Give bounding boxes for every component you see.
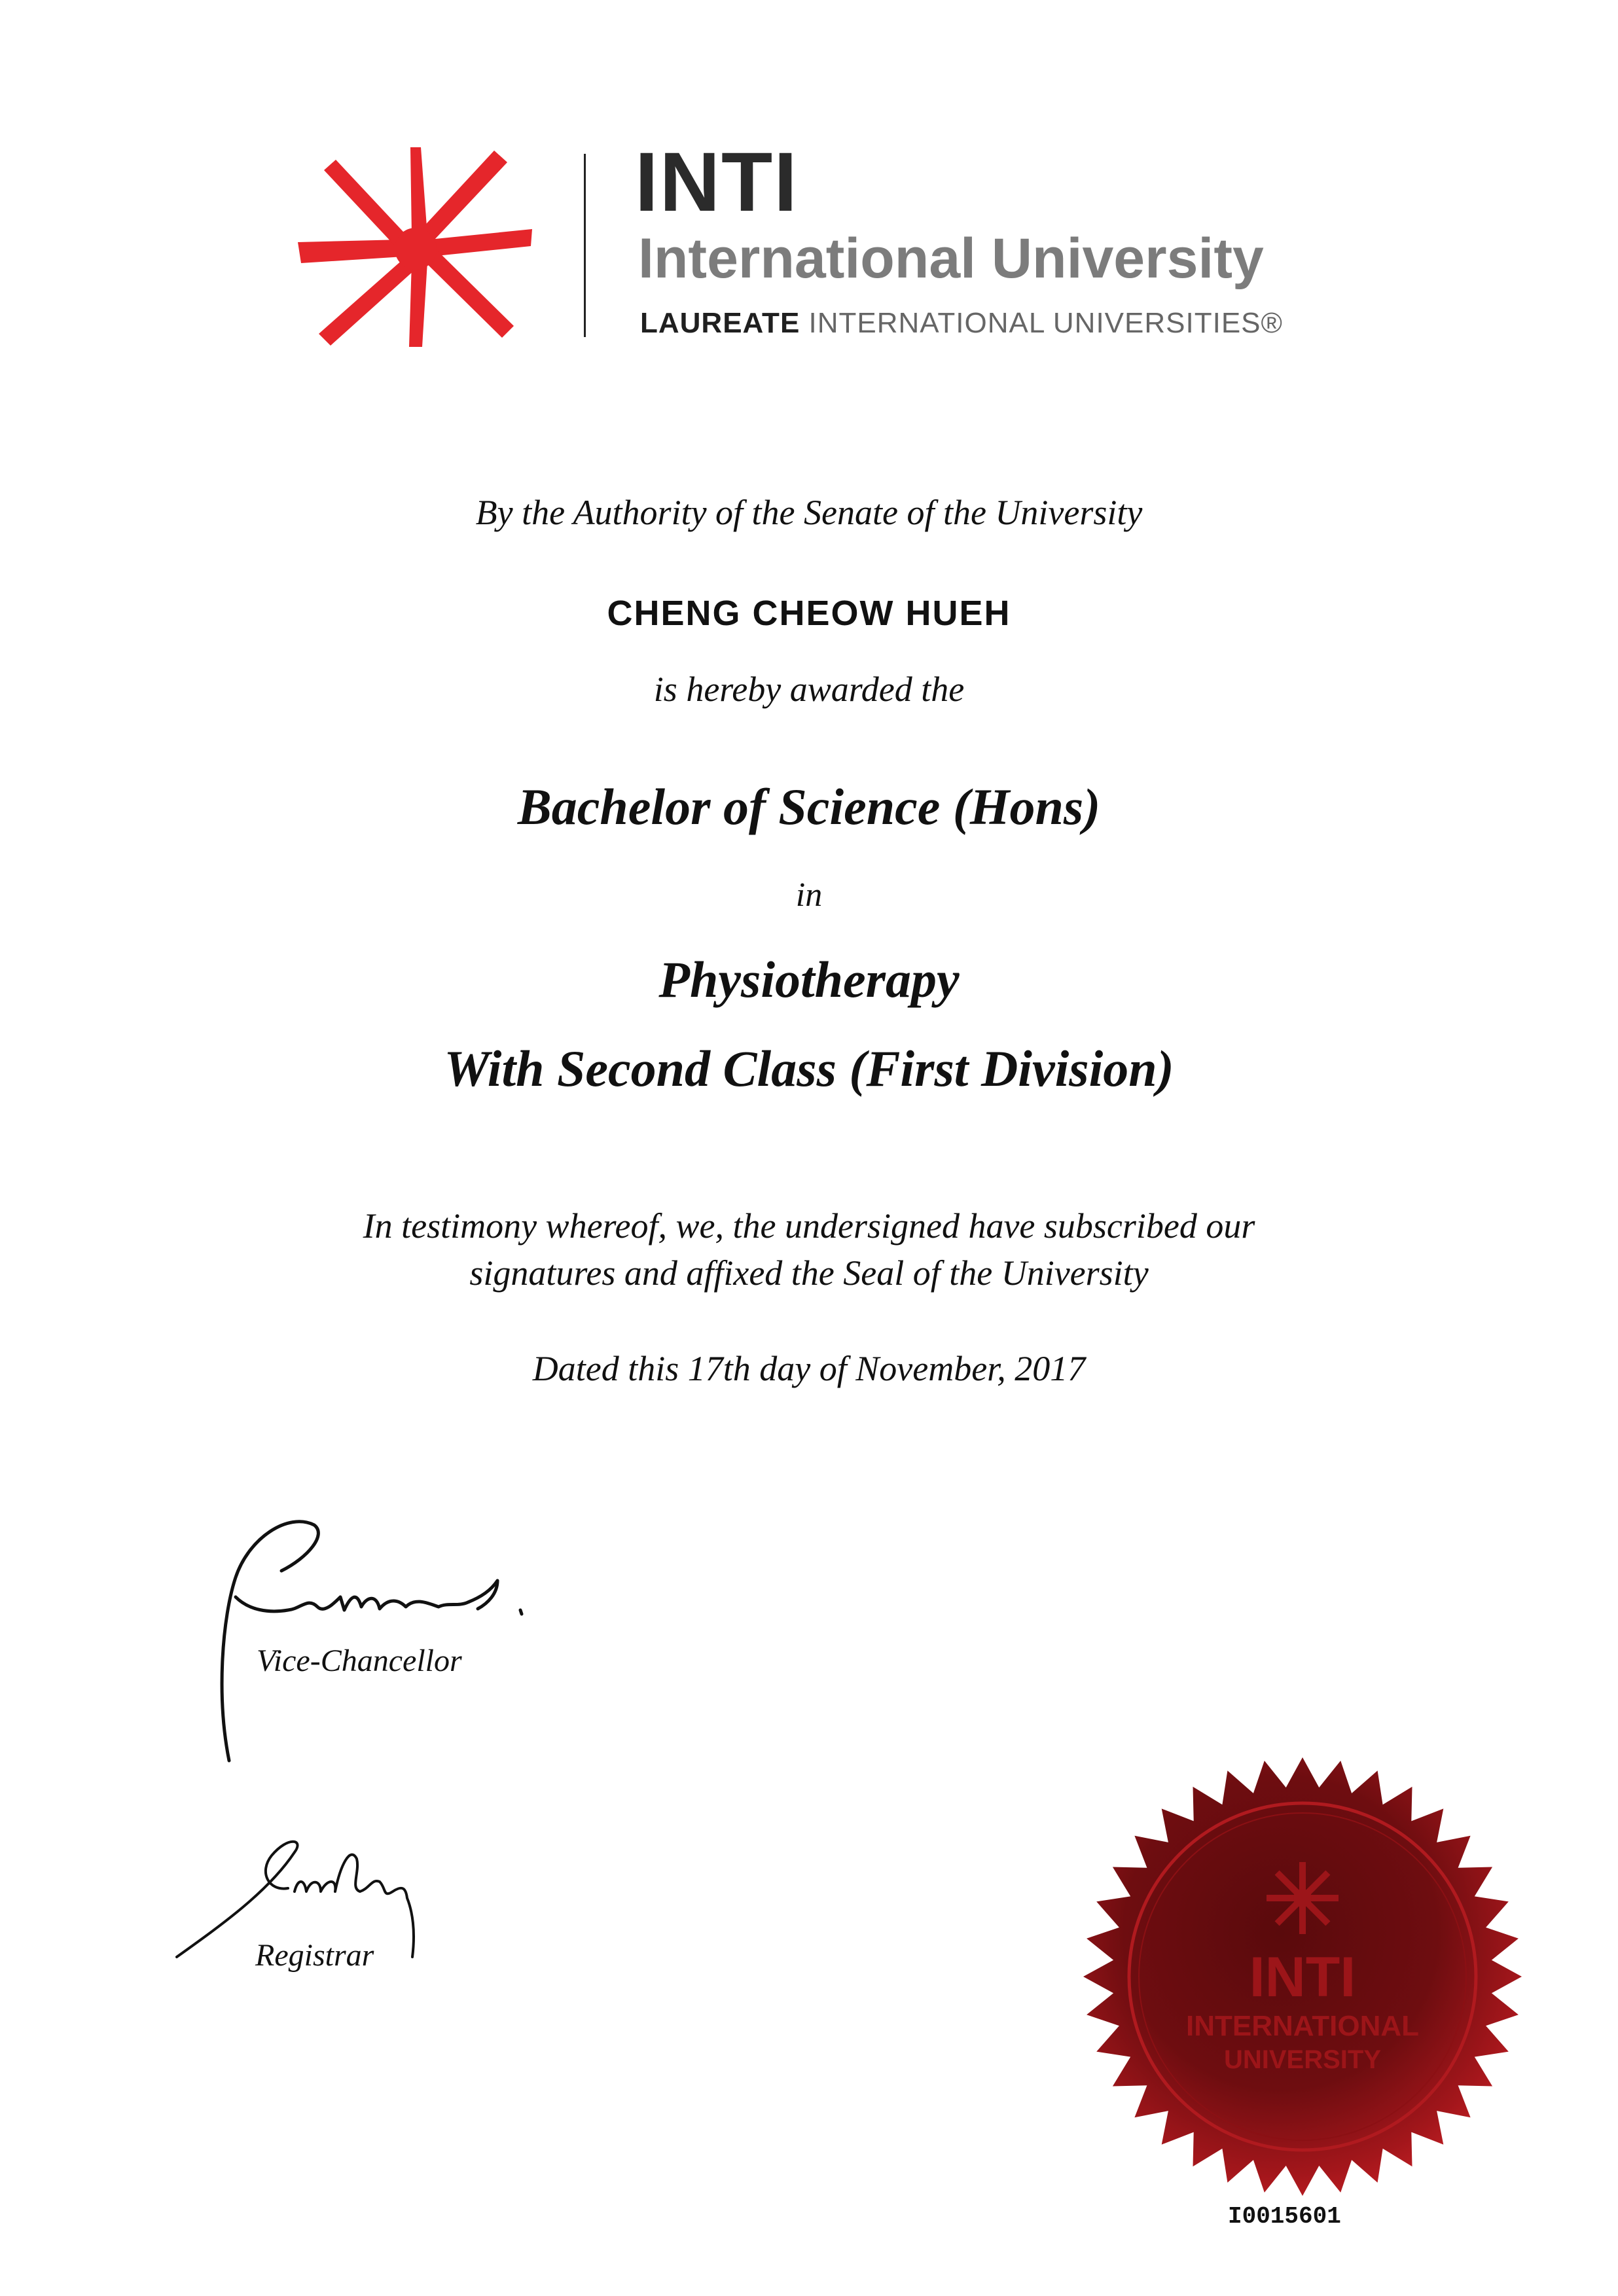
network-line: [640, 309, 1283, 338]
testimony-line-2: signatures and affixed the Seal of the University: [469, 1253, 1149, 1293]
honours-class: With Second Class (First Division): [444, 1040, 1174, 1097]
recipient-name: CHENG CHEOW HUEH: [607, 594, 1011, 633]
vice-chancellor-title: Vice-Chancellor: [257, 1643, 462, 1678]
testimony-line-1: In testimony whereof, we, the undersigned have subscribed our: [363, 1206, 1255, 1246]
brand-name: INTI: [635, 135, 799, 229]
seal-star-icon: [1267, 1862, 1339, 1934]
degree-title: Bachelor of Science (Hons): [517, 778, 1101, 835]
seal-text-3: UNIVERSITY: [1223, 2045, 1382, 2074]
vice-chancellor-signature: [190, 1499, 596, 1774]
awarded-line: is hereby awarded the: [653, 670, 965, 709]
seal-text-1: INTI: [1249, 1946, 1356, 2009]
university-seal: [1080, 1754, 1525, 2199]
network-rest: INTERNATIONAL UNIVERSITIES®: [808, 307, 1283, 339]
registrar-title: Registrar: [255, 1938, 374, 1973]
dated-line: Dated this 17th day of November, 2017: [532, 1349, 1086, 1388]
serial-number: I0015601: [1228, 2203, 1341, 2230]
network-bold: LAUREATE: [640, 307, 800, 339]
inti-star-logo-icon: [295, 144, 537, 353]
in-word: in: [795, 876, 823, 914]
seal-text-2: INTERNATIONAL: [1185, 2010, 1420, 2042]
major-title: Physiotherapy: [658, 951, 960, 1008]
logo-divider: [584, 154, 586, 337]
brand-subtitle: International University: [638, 227, 1264, 290]
authority-line: By the Authority of the Senate of the University: [475, 493, 1143, 532]
